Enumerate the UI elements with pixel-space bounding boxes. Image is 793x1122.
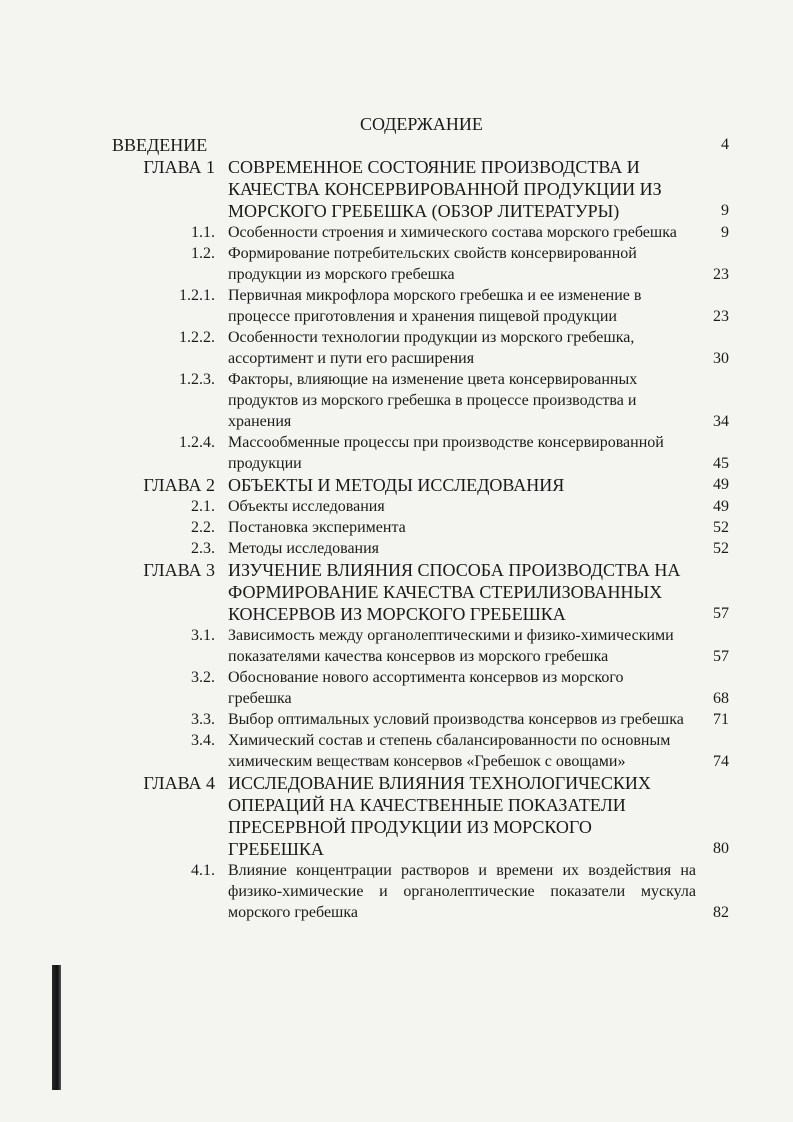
toc-entry-chapter-3: [0, 559, 793, 625]
toc-entry-number: 2.1.: [191, 498, 215, 515]
toc-entry-title: Выбор оптимальных условий производства консервов из гребешка: [228, 711, 684, 728]
toc-entry-number: 2.2.: [191, 519, 215, 536]
toc-entry-page: 30: [713, 350, 729, 367]
toc-entry-page: 49: [713, 476, 729, 493]
toc-entry-page: 82: [713, 904, 729, 921]
table-of-contents: [0, 134, 793, 923]
toc-entry-number: 1.2.3.: [179, 371, 215, 388]
toc-entry-title: Факторы, влияющие на изменение цвета консервированных продуктов из морского гребешка в процессе производства и хранения: [228, 371, 638, 430]
toc-entry-number: 3.3.: [191, 711, 215, 728]
scan-edge-mark: [52, 965, 61, 1090]
toc-entry-number: 4.1.: [191, 862, 215, 879]
toc-entry-title: Постановка эксперимента: [228, 519, 406, 536]
toc-entry-section: [0, 860, 793, 923]
toc-entry-chapter-1: [0, 156, 793, 222]
toc-entry-title: Особенности технологии продукции из морского гребешка, ассортимент и пути его расширения: [228, 329, 635, 367]
toc-entry-number: ГЛАВА 4: [143, 773, 215, 793]
toc-entry-section: [0, 709, 793, 730]
page-title: СОДЕРЖАНИЕ: [360, 114, 483, 134]
toc-entry-page: 74: [713, 753, 729, 770]
toc-entry-title: ИЗУЧЕНИЕ ВЛИЯНИЯ СПОСОБА ПРОИЗВОДСТВА НА ФОРМИРОВАНИЕ КАЧЕСТВА СТЕРИЛИЗОВАННЫХ КОНСЕРВОВ ИЗ МОРСКОГО ГРЕБЕШКА: [228, 560, 681, 624]
toc-entry-title: Формирование потребительских свойств консервированной продукции из морского гребешка: [228, 245, 637, 283]
toc-entry-page: 49: [713, 498, 729, 515]
toc-entry-number: 1.2.2.: [179, 329, 215, 346]
toc-entry-number: 2.3.: [191, 540, 215, 557]
toc-entry-number: 1.2.4.: [179, 434, 215, 451]
toc-entry-title: ИССЛЕДОВАНИЕ ВЛИЯНИЯ ТЕХНОЛОГИЧЕСКИХ ОПЕРАЦИЙ НА КАЧЕСТВЕННЫЕ ПОКАЗАТЕЛИ ПРЕСЕРВНОЙ ПРОДУКЦИИ ИЗ МОРСКОГО ГРЕБЕШКА: [228, 773, 651, 859]
toc-entry-section: [0, 625, 793, 667]
toc-entry-number: ВВЕДЕНИЕ: [112, 135, 208, 155]
toc-entry-section: [0, 222, 793, 243]
toc-entry-title: Влияние концентрации растворов и времени их воздействия на физико-химические и органолептические показатели мускула морского гребешка: [228, 862, 696, 921]
toc-entry-title: Химический состав и степень сбалансированности по основным химическим веществам консервов «Гребешок с овощами»: [228, 732, 671, 770]
toc-entry-page: 4: [721, 136, 729, 153]
toc-entry-number: 3.4.: [191, 732, 215, 749]
toc-entry-chapter-2: [0, 474, 793, 496]
toc-entry-title: Первичная микрофлора морского гребешка и ее изменение в процессе приготовления и хранения пищевой продукции: [228, 287, 642, 325]
toc-entry-title: Объекты исследования: [228, 498, 385, 515]
toc-entry-section: [0, 285, 793, 327]
toc-entry-title: ОБЪЕКТЫ И МЕТОДЫ ИССЛЕДОВАНИЯ: [228, 475, 565, 495]
toc-entry-page: 57: [713, 648, 729, 665]
toc-entry-page: 80: [713, 840, 729, 857]
toc-entry-page: 9: [721, 202, 729, 219]
toc-entry-page: 9: [721, 224, 729, 241]
toc-entry-number: 3.1.: [191, 627, 215, 644]
toc-entry-title: Методы исследования: [228, 540, 380, 557]
toc-entry-page: 52: [713, 519, 729, 536]
toc-entry-number: 1.1.: [191, 224, 215, 241]
toc-entry-page: 52: [713, 540, 729, 557]
toc-entry-section: [0, 517, 793, 538]
toc-entry-section: [0, 538, 793, 559]
toc-entry-title: СОВРЕМЕННОЕ СОСТОЯНИЕ ПРОИЗВОДСТВА И КАЧЕСТВА КОНСЕРВИРОВАННОЙ ПРОДУКЦИИ ИЗ МОРСКОГО ГРЕБЕШКА (ОБЗОР ЛИТЕРАТУРЫ): [228, 157, 662, 221]
toc-entry-page: 68: [713, 690, 729, 707]
toc-entry-introduction: [0, 134, 793, 156]
toc-entry-number: 1.2.: [191, 245, 215, 262]
toc-entry-title: Зависимость между органолептическими и физико-химическими показателями качества консервов из морского гребешка: [228, 627, 674, 665]
toc-entry-number: ГЛАВА 1: [143, 157, 215, 177]
toc-entry-page: 71: [713, 711, 729, 728]
toc-entry-page: 57: [713, 605, 729, 622]
toc-entry-chapter-4: [0, 772, 793, 860]
toc-entry-title: Особенности строения и химического состава морского гребешка: [228, 224, 677, 241]
toc-entry-section: [0, 496, 793, 517]
toc-entry-page: 45: [713, 455, 729, 472]
toc-entry-section: [0, 327, 793, 369]
toc-entry-number: 3.2.: [191, 669, 215, 686]
toc-entry-section: [0, 369, 793, 432]
toc-entry-number: ГЛАВА 2: [143, 475, 215, 495]
toc-entry-section: [0, 667, 793, 709]
toc-entry-title: Обоснование нового ассортимента консервов из морского гребешка: [228, 669, 624, 707]
toc-entry-page: 23: [713, 308, 729, 325]
toc-entry-page: 23: [713, 266, 729, 283]
toc-entry-section: [0, 243, 793, 285]
toc-entry-title: Массообменные процессы при производстве консервированной продукции: [228, 434, 664, 472]
toc-entry-number: ГЛАВА 3: [143, 560, 215, 580]
toc-entry-number: 1.2.1.: [179, 287, 215, 304]
toc-entry-section: [0, 432, 793, 474]
toc-entry-section: [0, 730, 793, 772]
toc-entry-page: 34: [713, 413, 729, 430]
